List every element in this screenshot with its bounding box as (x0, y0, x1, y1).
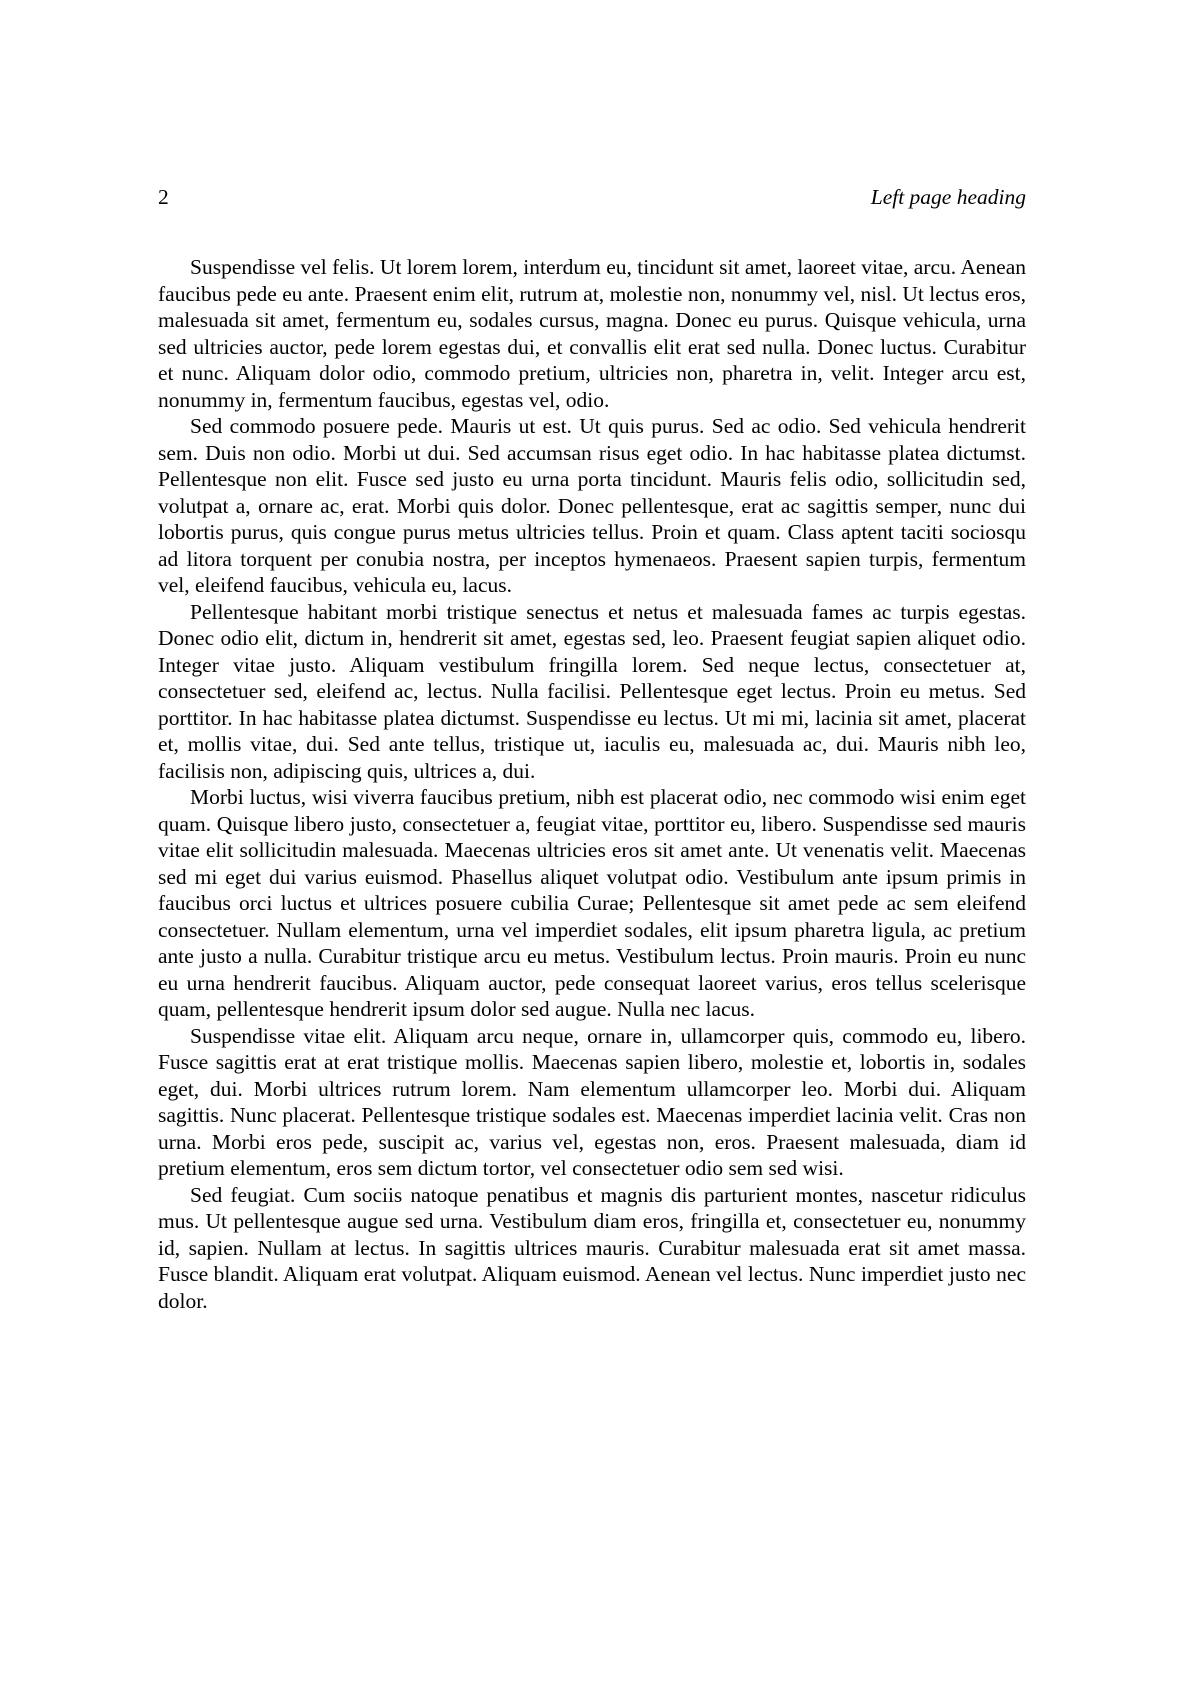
paragraph: Sed commodo posuere pede. Mauris ut est. Ut quis purus. Sed ac odio. Sed vehicula hendrerit sem. Duis non odio. Morbi ut dui. Sed accumsan risus eget odio. In hac habitasse platea dictumst. Pellentesque non elit. Fusce sed justo eu urna porta tincidunt. Mauris felis odio, sollicitudin sed, volutpat a, ornare ac, erat. Morbi quis dolor. Donec pellentesque, erat ac sagittis semper, nunc dui lobortis purus, quis congue purus metus ultricies tellus. Proin et quam. Class aptent taciti sociosqu ad litora torquent per conubia nostra, per inceptos hymenaeos. Praesent sapien turpis, fermentum vel, eleifend faucibus, vehicula eu, lacus. (158, 414, 1026, 597)
page-number: 2 (158, 185, 169, 209)
paragraph: Sed feugiat. Cum sociis natoque penatibus et magnis dis parturient montes, nascetur ridiculus mus. Ut pellentesque augue sed urna. Vestibulum diam eros, fringilla et, consectetuer eu, nonummy id, sapien. Nullam at lectus. In sagittis ultrices mauris. Curabitur malesuada erat sit amet massa. Fusce blandit. Aliquam erat volutpat. Aliquam euismod. Aenean vel lectus. Nunc imperdiet justo nec dolor. (158, 1182, 1026, 1313)
running-heading: Left page heading (870, 185, 1026, 209)
paragraph: Suspendisse vitae elit. Aliquam arcu neque, ornare in, ullamcorper quis, commodo eu, libero. Fusce sagittis erat at erat tristique mollis. Maecenas sapien libero, molestie et, lobortis in, sodales eget, dui. Morbi ultrices rutrum lorem. Nam elementum ullamcorper leo. Morbi dui. Aliquam sagittis. Nunc placerat. Pellentesque tristique sodales est. Maecenas imperdiet lacinia velit. Cras non urna. Morbi eros pede, suscipit ac, varius vel, egestas non, eros. Praesent malesuada, diam id pretium elementum, eros sem dictum tortor, vel consectetuer odio sem sed wisi. (158, 1023, 1026, 1180)
paragraph: Pellentesque habitant morbi tristique senectus et netus et malesuada fames ac turpis egestas. Donec odio elit, dictum in, hendrerit sit amet, egestas sed, leo. Praesent feugiat sapien aliquet odio. Integer vitae justo. Aliquam vestibulum fringilla lorem. Sed neque lectus, consectetuer at, consectetuer sed, eleifend ac, lectus. Nulla facilisi. Pellentesque eget lectus. Proin eu metus. Sed porttitor. In hac habitasse platea dictumst. Suspendisse eu lectus. Ut mi mi, lacinia sit amet, placerat et, mollis vitae, dui. Sed ante tellus, tristique ut, iaculis eu, malesuada ac, dui. Mauris nibh leo, facilisis non, adipiscing quis, ultrices a, dui. (158, 599, 1026, 783)
text-body (158, 254, 1026, 1314)
paragraph: Morbi luctus, wisi viverra faucibus pretium, nibh est placerat odio, nec commodo wisi enim eget quam. Quisque libero justo, consectetuer a, feugiat vitae, porttitor eu, libero. Suspendisse sed mauris vitae elit sollicitudin malesuada. Maecenas ultricies eros sit amet ante. Ut venenatis velit. Maecenas sed mi eget dui varius euismod. Phasellus aliquet volutpat odio. Vestibulum ante ipsum primis in faucibus orci luctus et ultrices posuere cubilia Curae; Pellentesque sit amet pede ac sem eleifend consectetuer. Nullam elementum, urna vel imperdiet sodales, elit ipsum pharetra ligula, ac pretium ante justo a nulla. Curabitur tristique arcu eu metus. Vestibulum lectus. Proin mauris. Proin eu nunc eu urna hendrerit faucibus. Aliquam auctor, pede consequat laoreet varius, eros tellus scelerisque quam, pellentesque hendrerit ipsum dolor sed augue. Nulla nec lacus. (158, 785, 1026, 1021)
paragraph: Suspendisse vel felis. Ut lorem lorem, interdum eu, tincidunt sit amet, laoreet vitae, arcu. Aenean faucibus pede eu ante. Praesent enim elit, rutrum at, molestie non, nonummy vel, nisl. Ut lectus eros, malesuada sit amet, fermentum eu, sodales cursus, magna. Donec eu purus. Quisque vehicula, urna sed ultricies auctor, pede lorem egestas dui, et convallis elit erat sed nulla. Donec luctus. Curabitur et nunc. Aliquam dolor odio, commodo pretium, ultricies non, pharetra in, velit. Integer arcu est, nonummy in, fermentum faucibus, egestas vel, odio. (158, 255, 1026, 412)
page-header (158, 186, 1026, 208)
